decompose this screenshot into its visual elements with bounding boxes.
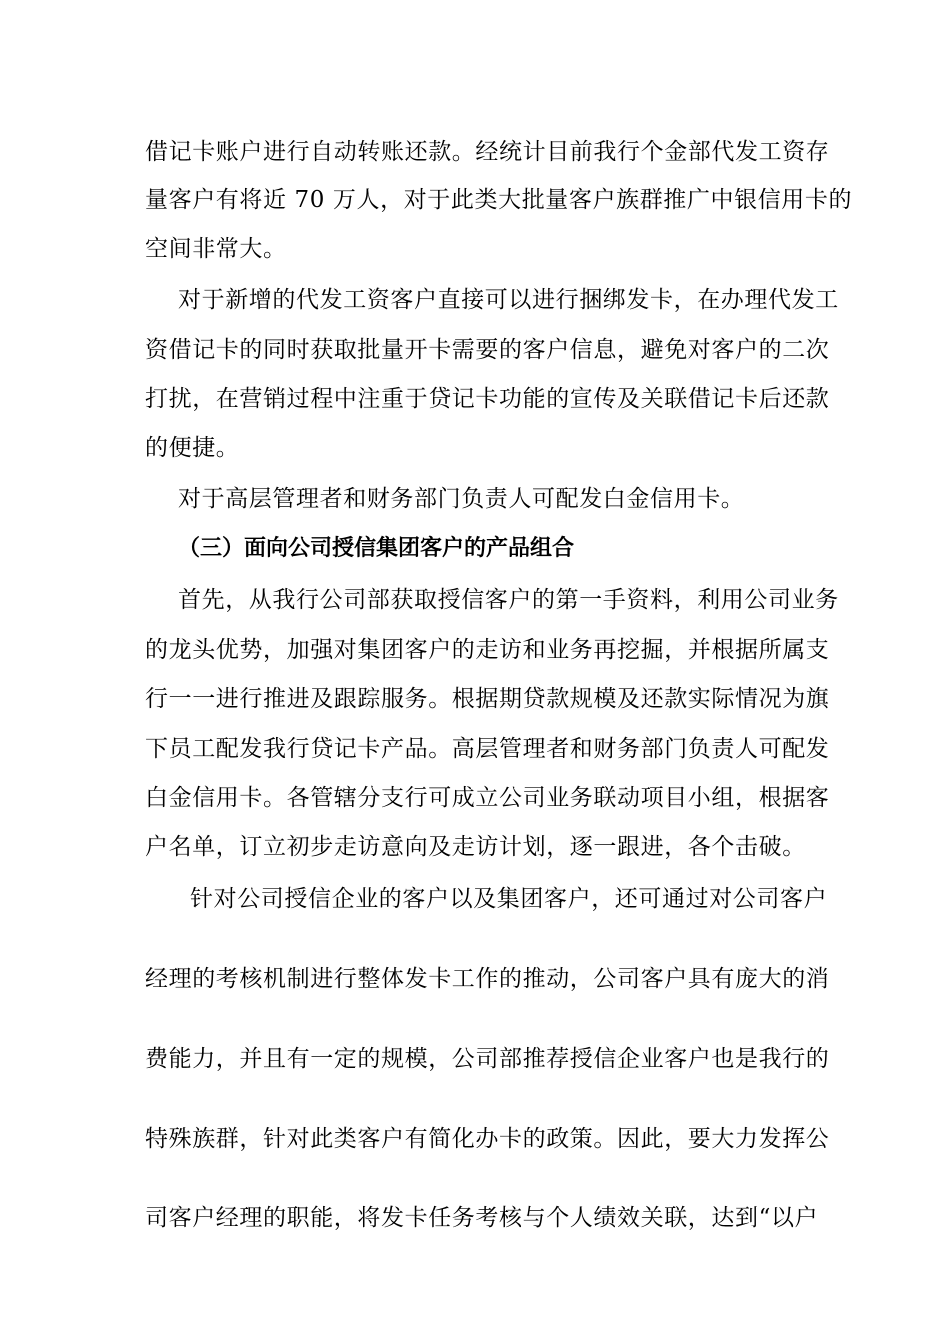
paragraph-4-line-2: 的龙头优势，加强对集团客户的走访和业务再挖掘，并根据所属支 bbox=[145, 637, 830, 663]
paragraph-5-line-2: 经理的考核机制进行整体发卡工作的推动，公司客户具有庞大的消 bbox=[145, 966, 830, 992]
paragraph-4-line-5: 白金信用卡。各管辖分支行可成立公司业务联动项目小组，根据客 bbox=[145, 785, 830, 811]
paragraph-5-line-1: 针对公司授信企业的客户以及集团客户，还可通过对公司客户 bbox=[190, 886, 828, 912]
paragraph-4-line-3: 行一一进行推进及跟踪服务。根据期贷款规模及还款实际情况为旗 bbox=[145, 686, 830, 712]
paragraph-2-line-4: 的便捷。 bbox=[145, 435, 240, 461]
paragraph-4-line-1: 首先，从我行公司部获取授信客户的第一手资料，利用公司业务 bbox=[178, 587, 839, 613]
section-heading: （三）面向公司授信集团客户的产品组合 bbox=[178, 536, 575, 561]
paragraph-5-line-3: 费能力，并且有一定的规模，公司部推荐授信企业客户也是我行的 bbox=[145, 1046, 830, 1072]
paragraph-4-line-4: 下员工配发我行贷记卡产品。高层管理者和财务部门负责人可配发 bbox=[145, 736, 830, 762]
paragraph-4-line-6: 户名单，订立初步走访意向及走访计划，逐一跟进，各个击破。 bbox=[145, 834, 806, 860]
paragraph-2-line-2: 资借记卡的同时获取批量开卡需要的客户信息，避免对客户的二次 bbox=[145, 337, 830, 363]
paragraph-2-line-1: 对于新增的代发工资客户直接可以进行捆绑发卡，在办理代发工 bbox=[178, 287, 839, 313]
paragraph-1-line-2: 量客户有将近 70 万人，对于此类大批量客户族群推广中银信用卡的 bbox=[145, 187, 853, 213]
paragraph-5-line-5: 司客户经理的职能，将发卡任务考核与个人绩效关联，达到“以户 bbox=[145, 1205, 819, 1231]
paragraph-1-line-3: 空间非常大。 bbox=[145, 236, 287, 262]
paragraph-3-line-1: 对于高层管理者和财务部门负责人可配发白金信用卡。 bbox=[178, 486, 745, 512]
paragraph-2-line-3: 打扰，在营销过程中注重于贷记卡功能的宣传及关联借记卡后还款 bbox=[145, 386, 830, 412]
paragraph-5-line-4: 特殊族群，针对此类客户有简化办卡的政策。因此，要大力发挥公 bbox=[145, 1126, 830, 1152]
paragraph-1-line-1: 借记卡账户进行自动转账还款。经统计目前我行个金部代发工资存 bbox=[145, 139, 830, 165]
